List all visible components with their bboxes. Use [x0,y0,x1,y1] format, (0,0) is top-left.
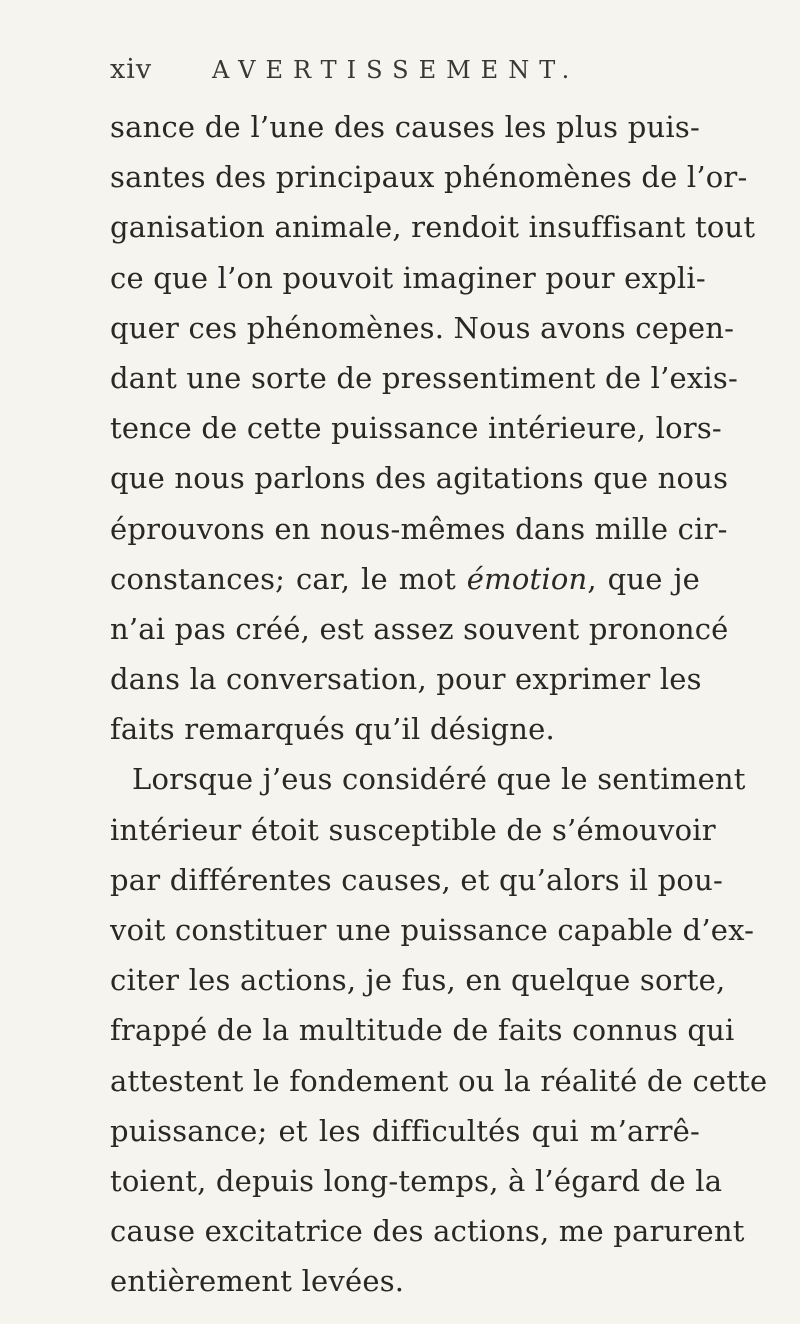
text-line: tence de cette puissance intérieure, lors- [110,411,722,446]
text-line: éprouvons en nous-mêmes dans mille cir- [110,511,728,546]
text-line: entièrement levées. [110,1264,405,1299]
paragraph-start-line: Lorsque j’eus considéré que le sentiment [132,762,746,797]
text-segment: constances; car, le mot [110,561,467,596]
text-line: quer ces phénomènes. Nous avons cepen- [110,310,735,345]
text-line: sance de l’une des causes les plus puis- [110,110,700,144]
text-line [110,554,700,604]
text-line: dans la conversation, pour exprimer les [110,662,702,697]
text-line: par différentes causes, et qu’alors il pou- [110,862,723,897]
text-line: attestent le fondement ou la réalité de cette [110,1063,768,1098]
body-text [110,102,768,1307]
text-line: frappé de la multitude de faits connus qui [110,1013,735,1048]
text-line: puissance; et les difficultés qui m’arrê- [110,1113,700,1148]
page-number: xiv [110,54,153,85]
text-line: citer les actions, je fus, en quelque sorte, [110,963,726,998]
text-line: que nous parlons des agitations que nous [110,461,729,496]
text-line: dant une sorte de pressentiment de l’exis- [110,360,738,395]
text-line: ce que l’on pouvoit imaginer pour expli- [110,260,706,295]
text-line: santes des principaux phénomènes de l’or- [110,160,748,195]
emphasized-word: émotion [466,561,588,596]
text-line: ganisation animale, rendoit insuffisant tout [110,210,756,245]
text-line: cause excitatrice des actions, me parurent [110,1214,745,1249]
text-line: voit constituer une puissance capable d’ex- [110,913,755,947]
text-line: faits remarqués qu’il désigne. [110,712,555,747]
running-head: AVERTISSEMENT. [212,56,580,84]
page-header [110,54,690,94]
text-line: toient, depuis long-temps, à l’égard de la [110,1163,723,1198]
text-line: intérieur étoit susceptible de s’émouvoir [110,812,716,847]
text-line: n’ai pas créé, est assez souvent prononcé [110,611,729,646]
text-segment: , que je [587,561,701,596]
